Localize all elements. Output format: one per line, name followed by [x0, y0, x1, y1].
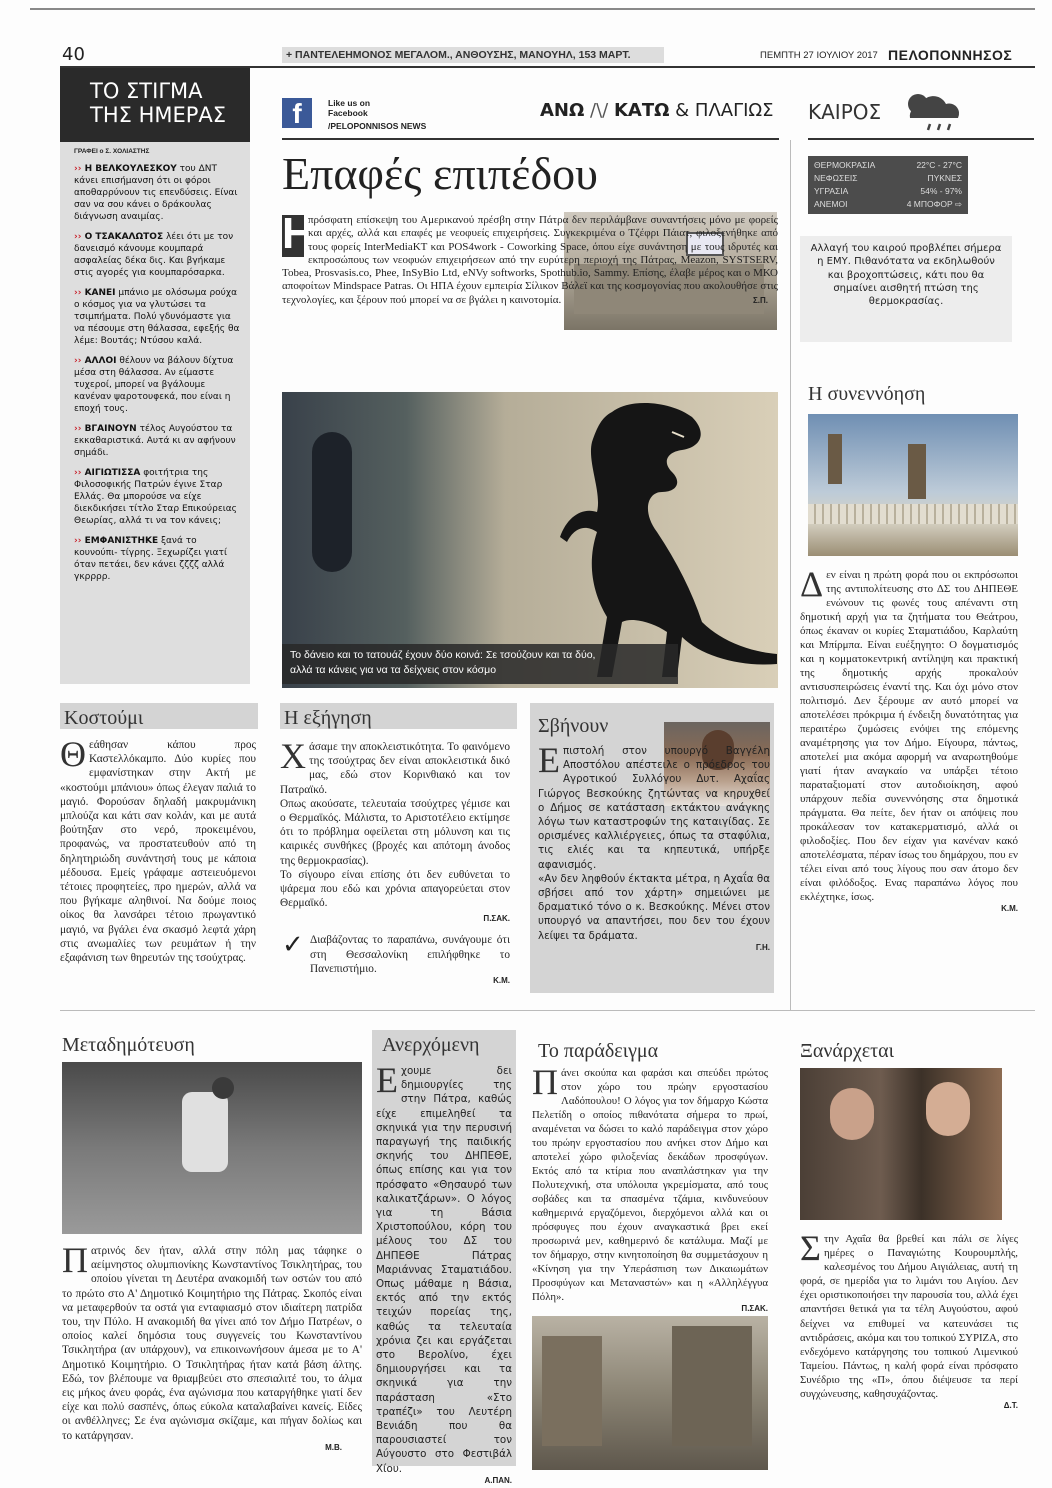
- factory-wall-right: [672, 1326, 752, 1446]
- facebook-line-1: Like us on: [328, 98, 371, 108]
- people-photo: [800, 1068, 1002, 1220]
- svinoun-byline: Γ.Η.: [755, 942, 770, 952]
- masthead: ΠΕΛΟΠΟΝΝΗΣΟΣ: [888, 47, 1013, 63]
- paradeigma-dropcap: Π: [532, 1062, 558, 1102]
- weather-note: Αλλαγή του καιρού προβλέπει σήμερα η ΕΜΥ. Πιθανότατα να εκδηλωθούν και βροχοπτώσεις, κάτι που θα σημαίνει αισθητή πτώση της θερμοκρασίας.: [810, 243, 1002, 308]
- arrow-icon: ››: [74, 288, 85, 298]
- statue-photo: [808, 414, 1018, 556]
- facebook-promo: [328, 98, 426, 131]
- xanarxetai-article: [800, 1228, 1018, 1411]
- kostoumi-title: Κοστούμι: [64, 707, 144, 729]
- weather-note-box: [800, 236, 1012, 342]
- weather-row: [814, 185, 962, 198]
- athlete-photo: [62, 1062, 362, 1234]
- weather-label: ΘΕΡΜΟΚΡΑΣΙΑ: [814, 160, 876, 170]
- kostoumi-dropcap: Θ: [60, 734, 86, 774]
- weather-rule: [808, 138, 1034, 140]
- anerxomeni-title: Ανερχόμενη: [382, 1034, 480, 1056]
- column-divider: [790, 140, 791, 1010]
- stigma-item-text: μπάνιο με ολόσωμα ρούχα ο κόσμος για να γλυτώσει τα τσιμπήματα. Πολύ γδυνόμαστε για να πέσουμε στη θάλασσα, εφεξής θα λέμε: Βουτάς; Ντύσου καλά.: [74, 288, 240, 346]
- section-rule: [282, 138, 779, 140]
- statue-left: [828, 434, 842, 484]
- facebook-line-3: /PELOPONNISOS NEWS: [328, 121, 427, 131]
- exigisi-byline-2: Κ.Μ.: [493, 976, 510, 986]
- stigma-item-text: θέλουν να βάλουν δίχτυα μέσα στη θάλασσα. Αν είμαστε τυχεροί, μπορεί να βγάλουμε κανέναν ψαροτουφεκά, που είναι η εποχή τους.: [74, 356, 234, 414]
- weather-value: ΠΥΚΝΕΣ: [927, 173, 962, 183]
- stigma-item-text: τέλος Αυγούστου τα εκκαθαριστικά. Αυτά κι αν αφήνουν σημάδι.: [74, 424, 236, 458]
- weather-row: [814, 159, 962, 172]
- stigma-item-lead: ΕΜΦΑΝΙΣΤΗΚΕ: [84, 536, 159, 546]
- date-line: ΠΕΜΠΤΗ 27 ΙΟΥΛΙΟΥ 2017: [760, 50, 878, 61]
- metadimotefsi-article: [62, 1240, 362, 1452]
- section-title-kato: ΚΑΤΩ: [613, 100, 670, 121]
- statue-right: [908, 444, 926, 499]
- stigma-item-lead: Ο ΤΣΑΚΑΛΩΤΟΣ: [84, 232, 164, 242]
- section-title-ano: ΑΝΩ: [540, 100, 585, 121]
- section-title: ΑΝΩ /\/ ΚΑΤΩ & ΠΛΑΓΙΩΣ: [540, 100, 774, 121]
- tattoo-photo: [282, 392, 778, 688]
- man-face: [830, 1088, 874, 1140]
- stigma-item-lead: Η ΒΕΛΚΟΥΛΕΣΚΟΥ: [84, 164, 177, 174]
- weather-label: ΑΝΕΜΟΙ: [814, 199, 848, 209]
- paradeigma-byline: Π.ΣΑΚ.: [741, 1304, 768, 1313]
- facebook-line-2: Facebook: [328, 108, 368, 118]
- synennoisi-byline: Κ.Μ.: [1001, 904, 1018, 913]
- main-headline: Επαφές επιπέδου: [282, 148, 598, 199]
- paradeigma-text: άνει σκούπα και φαράσι και σπεύδει πρώτος στον χώρο του πρώην εργοστασίου Λαδόπουλου! Ο λόγος για τον δήμαρχο Κώστα Πελετίδη ο οποίος πιθανότατα σήμερα το πρωί, αναμένεται να δώσει το καλό παράδειγμα στον χώρο του πρώην εργοστασίου που ανήκει στον Δήμο και αποτελεί χώρο φιλοξενίας δεκάδων προσφύγων. Εκτός από τα κτίρια που αναπλάστηκαν για την Πολυτεχνική, στα υπόλοιπα γκρεμίσματα, από τους σοβάδες και τα σπασμένα τζάμια, κινδυνεύουν καθημερινά εργαζόμενοι, διερχόμενοι αλλά και οι πρόσφυγες που έχουν αναγκαστικά βρει εκεί προσωρινά μεν, καθημερινό δε κατάλυμα. Μαζί με τον δήμαρχο, στην κινητοποίηση θα συμμετάσχουν η «Κίνηση για την Υπεράσπιση των Δικαιωμάτων Προσφύγων και Μεταναστών» και η «Αλληλέγγυα Πόλη».: [532, 1067, 768, 1303]
- stigma-body: [60, 142, 250, 684]
- xanarxetai-text: την Αχαΐα θα βρεθεί και πάλι σε λίγες ημέρες ο Παναγιώτης Κουρουμπλής, καλεσμένος του Δήμου Αιγιάλειας, αυτή τη φορά, σε ημερίδα για το λιμάνι του Αιγίου. Δεν έχει οριστικοποιήσει την παρουσία του, αλλά έχει απαντήσει θετικά για τα τέλη Αυγούστου, αφού δείχνει να επιθυμεί να κατευνάσει τις αντιδράσεις, ακόμα και του τοπικού ΣΥΡΙΖΑ, στο ενδεχόμενο κατάργησης του τοπικού Λιμενικού Ταμείου. Πάντως, η καλή φορά είναι πρόσφατο Συνέδριο της «Π», όπου διέψευσε τα περί συγχώνευσης, καθησυχάζοντας.: [800, 1233, 1018, 1401]
- section-title-plagios: & ΠΛΑΓΙΩΣ: [675, 100, 774, 121]
- kostoumi-text: εάθησαν κάπου προς Καστελλόκαμπο. Δύο κυρίες που εμφανίστηκαν στην Ακτή με «κοστούμι μπάνιου» όπως έλεγαν παλιά το μαγιό. Φορούσαν δηλαδή μακρυμάνικη μπλούζα και κάτι σαν κολάν, και με αυτά βούτηξαν στο νερό, προκειμένου, προφανώς, να προστατευθούν από τη δηλητηριώδη συνάντησή τους με κάποια μέδουσα. Εμείς γράφαμε αστειευόμενοι τέτοιες προφητείες, προ ημερών, αλλά να που βγήκαμε αληθινοί. Να δούμε ποιος οίκος θα λανσάρει τέτοιο πρωγαντικό μαγιό, να βγάλει ένα σκασμό λεφτά χάρη στις ανωμαλίες των ρευμάτων ή την εξαφάνιση των θηρευτών της τσούχτρας.: [60, 739, 256, 965]
- athlete-figure: [182, 1092, 228, 1172]
- row-divider: [60, 1010, 1035, 1011]
- stigma-item-text: του ΔΝΤ κάνει επισήμανση ότι οι φόροι αποθαρρύνουν τις επενδύσεις. Είναι σαν να σου κάνει ο δράκουλας διάγνωση αναιμίας.: [74, 164, 238, 222]
- xanarxetai-title: Ξανάρχεται: [800, 1040, 895, 1062]
- paradeigma-article: [532, 1062, 768, 1313]
- paradeigma-title: Το παράδειγμα: [538, 1040, 659, 1062]
- person-silhouette: [312, 432, 352, 572]
- synennoisi-title: Η συνεννόηση: [808, 383, 926, 405]
- svinoun-dropcap: Ε: [538, 740, 560, 780]
- weather-value: 4 ΜΠΟΦΟΡ ⇨: [906, 199, 962, 209]
- woman-face: [926, 1082, 970, 1136]
- synennoisi-text: εν είναι η πρώτη φορά που οι εκπρόσωποι της αντιπολίτευσης στο ΔΣ του ΔΗΠΕΘΕ ενώνουν τις φωνές τους απέναντι στη δημοτική αρχή για τα ζητήματα του Θεάτρου, όπως έκαναν οι κυρίες Σταματιάδου, Καρλαύτη και Μπίρμπα. Είναι ευέξηγητο: Ο δογματισμός και η κομματοκεντρική αντίληψη και πρακτική της δημοτικής αρχής προκαλούν αντισυσπειρώσεις έναντί της. Και όχι μόνο στον πολιτισμό. Δεν ξέρουμε αν αυτό μπορεί να αποτελέσει πρόκριμα ή ένδειξη δυνατότητας για περαιτέρω ζυμώσεις ενόψει της επόμενης αναμέτρησης για τον Δήμο. Είγουρα, πάντως, αποτελεί μια ακόμα αφορμή να αναρωτηθούμε γιατί ήταν αναγκαίο να υπάρξει τέτοιο παραταξιοματί στον αυτοδιοίκηση, αφού υπάρχουν πεδία συνεννόησης στα δημοτικά πράγματα. Θα πείτε, δεν ήταν οι απόψεις που προκάλεσαν τον κατακερματισμό, αλλά οι φιλοδοξίες. Που δεν είχαν για κανέναν κακό αποτελέσματα, πέραν ίσως του δημάρχου, που εν τέλει είναι από τους λίγους που σαν άτομο δεν είναι φιλόδοξος. Ενας παραπάνω λόγος που εκλέχτηκε, ίσως.: [800, 569, 1018, 903]
- exigisi-article: [280, 736, 510, 986]
- main-text: πρόσφατη επίσκεψη του Αμερικανού πρέσβη στην Πάτρα δεν περιλάμβανε συναντήσεις μόνο με φορείς και αρχές, αλλά και επαφές με νεοφυείς επιχειρήσεις. Συγκεκριμένα ο Τζέφρι Πάιατ, φιλοξενήθηκε από τους φορείς InterMediaKT και POS4work - Coworking Space, όπου είχε συνάντηση με τους ιδρυτές και εκπροσώπους των νεοφυών επιχειρήσεων από την ευρύτερη περιοχή της Πάτρας, Meazon, SYSTSERV, Tobea, Prosvasis.co, Phee, InSyBio Ltd, eNVy softworks, Spothub.io, Sammy. Επίσης, έλαβε μέρος και ο ΜΚΟ αποφοίτων Mindspace Patras. Οι ΗΠΑ έχουν εμπειρία Σίλικον Βάλεϊ και της κοσμογονίας που ακολουθήσε στις τεχνολογίες, και ξέρουν πού μπορεί να σε βγάλει η καινοτομία.: [282, 214, 778, 306]
- stigma-item: [74, 535, 242, 583]
- arrow-icon: ››: [74, 164, 85, 174]
- stigma-item-text: ξανά το κουνούπι- τίγρης. Ξεχωρίζει γιατί όταν πετάει, δεν κάνει ζζζζ αλλά γκρρρρ.: [74, 536, 228, 582]
- metadimotefsi-text: ατρινός δεν ήταν, αλλά στην πόλη μας τάφηκε ο αείμνηστος ολυμπιονίκης Κωνσταντίνος Τσικλητήρας, του οποίου γίνεται τη Δευτέρα ανακομιδή των οστών του από το πρώτο στο Α' Δημοτικό Κοιμητήριο της Πάτρας. Σκοπός είναι να μεταφερθούν τα οστά για ενταφιασμό στον ιδιαίτερη πατρίδα του, την Πύλο. Η ανακομιδή θα γίνει από τον Δήμο Πατρέων, ο οποίος καλεί δημόσια τους συγγενείς του Κωνσταντίνου Τσικλητήρα (αν υπάρχουν), να επικοινωνήσουν άμεσα με το Α' Δημοτικό Κοιμητήριο. Ο Τσικλητήρας ήταν κατά βάση άλτης. Εδώ, τον βλέπουμε να θριαμβεύει στο σπεσιαλιτέ του, το άλμα εις μήκος άνευ φοράς, ένα αγώνισμα που καταργήθηκε γιατί δεν είχε και πολύ σασπένς, όπως εύκολα καταλαβαίνει κανείς. Είδες οι ανθέλληνες; Σε ένα αγώνισμα σκίζαμε, και πήγαν δολίως και το κατάργησαν.: [62, 1245, 362, 1442]
- stigma-item: [74, 467, 242, 527]
- exigisi-p3: Το σίγουρο είναι επίσης ότι δεν ευθύνεται το ψάρεμα που εδώ και χρόνια απαγορεύεται στον Θερμαϊκό.: [280, 868, 510, 910]
- stigma-item: [74, 287, 242, 347]
- photo-caption-line-1: Το δάνειο και το τατουάζ έχουν δύο κοινά: Σε τσούζουν και τα δύο,: [290, 649, 596, 661]
- weather-row: [814, 198, 962, 211]
- photo-caption: [282, 644, 678, 684]
- rain-cloud-icon: [896, 86, 970, 136]
- arrow-icon: ››: [74, 536, 85, 546]
- weather-label: ΝΕΦΩΣΕΙΣ: [814, 173, 858, 183]
- anerxomeni-text: χουμε δει δημιουργίες της στην Πάτρα, καθώς είχε επιμεληθεί τα σκηνικά για την περυσινή παραγωγή της παιδικής σκηνής του ΔΗΠΕΘΕ, όπως επίσης και για τον πρόσφατο «Θησαυρό των καλικατζάρων». Ο λόγος για τη Βάσια Χριστοπούλου, κόρη του μέλους του ΔΣ του ΔΗΠΕΘΕ Πάτρας Μαριάννας Σταματιάδου. Οπως μάθαμε η Βάσια, εκτός από την εκτός τειχών πορείας της, καθώς τα τελευταία χρόνια ζει και εργάζεται στο Βερολίνο, έχει δημιουργήσει και τα σκηνικά για την παράσταση «Στο τραπέζι» του Λευτέρη Βενιάδη που θα παρουσιαστεί τον Αύγουστο στο Φεστιβάλ Χίου.: [376, 1065, 512, 1475]
- svinoun-article: [538, 740, 770, 952]
- top-rule: [30, 8, 1035, 10]
- metadimotefsi-title: Μεταδημότευση: [62, 1034, 195, 1056]
- synennoisi-article: [800, 564, 1018, 913]
- weather-value: 22°C - 27°C: [916, 160, 962, 170]
- arrow-icon: ››: [74, 424, 85, 434]
- factory-wall-left: [542, 1336, 602, 1446]
- stigma-item-lead: ΑΙΓΙΩΤΙΣΣΑ: [84, 468, 141, 478]
- exigisi-text: άσαμε την αποκλειστικότητα. Το φαινόμενο της τσούχτρας δεν είναι αποκλειστικά δικό μας, εδώ στον Κορινθιακό και τον Πατραϊκό.: [280, 741, 510, 796]
- kostoumi-article: [60, 734, 256, 965]
- anerxomeni-article: [376, 1060, 512, 1485]
- stigma-list: [74, 163, 242, 583]
- balustrade: [808, 504, 1018, 524]
- stigma-item-text: φοιτήτρια της Φιλοσοφικής Πατρών έγινε Σταρ Ελλάς. Θα μπορούσε να είχε διεκδικήσει τίτλο Σταρ Επικούρειας Θεωρίας, αλλά τι να τον κάνεις;: [74, 468, 237, 526]
- stigma-item-lead: ΚΑΝΕΙ: [84, 288, 116, 298]
- xanarxetai-dropcap: Σ: [800, 1228, 821, 1268]
- exigisi-title: Η εξήγηση: [284, 707, 372, 729]
- stigma-item-lead: ΑΛΛΟΙ: [84, 356, 117, 366]
- saints-banner: + ΠΑΝΤΕΛΕΗΜΟΝΟΣ ΜΕΓΑΛΟΜ., ΑΝΘΟΥΣΗΣ, ΜΑΝΟΥΗΛ, 153 ΜΑΡΤ.: [282, 47, 664, 63]
- xanarxetai-byline: Δ.Τ.: [1003, 1401, 1018, 1411]
- weather-label: ΥΓΡΑΣΙΑ: [814, 186, 849, 196]
- weather-table: [808, 156, 968, 214]
- arrow-icon: ››: [74, 232, 85, 242]
- exigisi-title-bar: [280, 703, 517, 729]
- main-article: [282, 209, 778, 307]
- exigisi-dropcap: Χ: [280, 736, 306, 776]
- stigma-title-1: ΤΟ ΣΤΙΓΜΑ: [90, 79, 203, 103]
- exigisi-check-note: [280, 929, 510, 976]
- main-dropcap: Η: [282, 209, 314, 258]
- checkmark-icon: ✓: [282, 929, 304, 960]
- stigma-item: [74, 231, 242, 279]
- main-byline: Σ.Π.: [752, 295, 768, 305]
- svinoun-p2: «Αν δεν ληφθούν έκτακτα μέτρα, η Αχαΐα θα σβήσει από τον χάρτη» σημειώνει με δραματικό τόνο ο κ. Βεσκούκης. Μένει στον υπουργό να απαντήσει, που δεν του έχουν λείψει τα δράματα.: [538, 872, 770, 942]
- weather-value: 54% - 97%: [920, 186, 962, 196]
- anerxomeni-dropcap: Ε: [376, 1060, 398, 1100]
- kostoumi-title-bar: [60, 703, 258, 729]
- stigma-item: [74, 423, 242, 459]
- stigma-item: [74, 163, 242, 223]
- page-number: 40: [62, 44, 85, 65]
- exigisi-byline-1: Π.ΣΑΚ.: [483, 914, 510, 924]
- weather-row: [814, 172, 962, 185]
- synennoisi-dropcap: Δ: [800, 564, 824, 604]
- stigma-item-lead: ΒΓΑΙΝΟΥΝ: [84, 424, 137, 434]
- svinoun-text: πιστολή στον υπουργό Βαγγέλη Αποστόλου απέστειλε ο πρόεδρος του Αγροτικού Συλλόγου Δυτ. Αχαΐας Γιώργος Βεσκούκης ζητώντας να κηρυχθεί ο Δήμος σε κατάσταση εκτάκτου ανάγκης λόγω των καταστροφών της καταιγίδας. Σε ορισμένες καλλιέργειες, όπως τα σταφύλια, τις ελιές και τα κηπευτικά, υπήρξε αφανισμός.: [538, 745, 770, 871]
- ruined-factory-photo: [532, 1316, 768, 1470]
- exigisi-p2: Οπως ακούσατε, τελευταία τσούχτρες γέμισε και ο Θερμαϊκός. Μάλιστα, το Αριστοτέλειο εκτίμησε ότι το πρόβλημα οφείλεται στη μόλυνση και τις καιρικές συνθήκες (βροχές και απότομη άνοδος της θερμοκρασίας).: [280, 797, 510, 867]
- anerxomeni-byline: Α.ΠΑΝ.: [484, 1475, 512, 1485]
- facebook-icon: f: [282, 98, 312, 128]
- stigma-author: ΓΡΑΦΕΙ ο Σ. ΧΟΛΙΑΣΤΗΣ: [74, 148, 150, 155]
- stigma-title-2: ΤΗΣ ΗΜΕΡΑΣ: [90, 103, 227, 127]
- athlete-head: [212, 1077, 234, 1099]
- weather-title: ΚΑΙΡΟΣ: [808, 100, 882, 124]
- svinoun-title: Σβήνουν: [538, 715, 609, 737]
- arrow-icon: ››: [74, 356, 85, 366]
- photo-caption-line-2: αλλά τα κάνεις για να τα δείχνεις στον κόσμο: [290, 664, 497, 676]
- stigma-header: [60, 68, 250, 142]
- arrow-icon: ››: [74, 468, 85, 478]
- stigma-item-text: λέει ότι με τον δανεισμό κάνουμε κουμπαρά ασφαλείας δέκα δις. Και βγήκαμε στις αγορές για κουμπαρόσαρκα.: [74, 232, 234, 278]
- metadimotefsi-byline: Μ.Β.: [325, 1442, 342, 1452]
- stigma-item: [74, 355, 242, 415]
- exigisi-check-text: Διαβάζοντας το παραπάνω, συνάγουμε ότι στη Θεσσαλονίκη επιλήφθηκε το Πανεπιστήμιο.: [310, 934, 510, 975]
- metadimotefsi-dropcap: Π: [62, 1240, 88, 1280]
